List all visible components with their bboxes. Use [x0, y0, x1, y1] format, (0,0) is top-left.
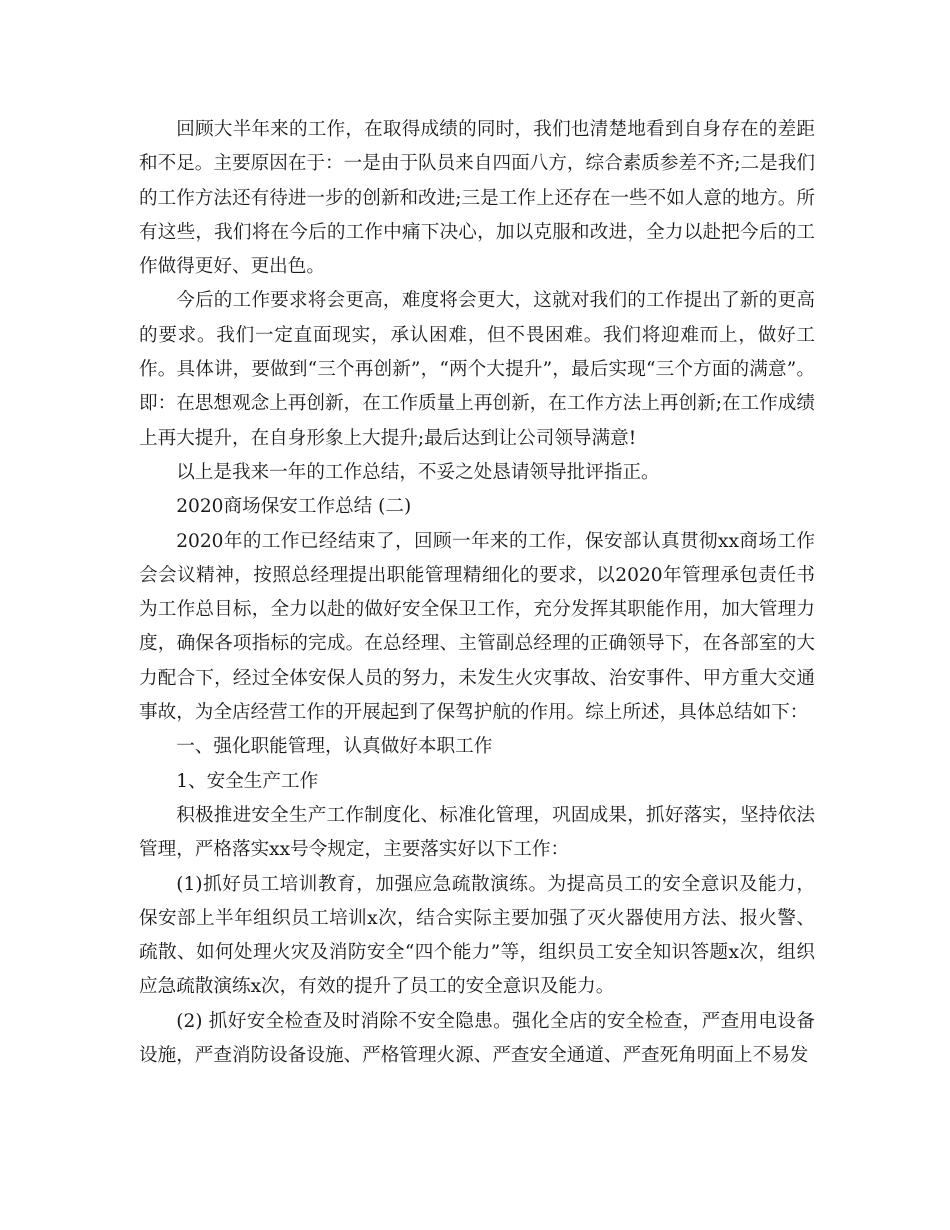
heading-level-2: 1、安全生产工作 — [176, 770, 319, 792]
heading-level-1: 一、强化职能管理，认真做好本职工作 — [176, 736, 493, 758]
paragraph-intro: 2020年的工作已经结束了，回顾一年来的工作，保安部认真贯彻xx商场工作会会议精神，按照总经理提出职能管理精细化的要求，以2020年管理承包责任书为工作总目标，全力以赴的做好安全保卫工作，充分发挥其职能作用，加大管理力度，确保各项指标的完成。在总经理、主管副总经理的正确领导下，在各部室的大力配合下，经过全体安保人员的努力，未发生火灾事故、治安事件、甲方重大交通事故，为全店经营工作的开展起到了保驾护航的作用。综上所述，具体总结如下： — [139, 530, 815, 724]
paragraph-closing: 以上是我来一年的工作总结，不妥之处恳请领导批评指正。 — [176, 461, 660, 483]
paragraph-item-1: (1)抓好员工培训教育，加强应急疏散演练。为提高员工的安全意识及能力，保安部上半年组织员工培训x次，结合实际主要加强了灭火器使用方法、报火警、疏散、如何处理火灾及消防安全“四个能力”等，组织员工安全知识答题x次，组织应急疏散演练x次，有效的提升了员工的安全意识及能力。 — [139, 873, 815, 998]
paragraph-review: 回顾大半年来的工作，在取得成绩的同时，我们也清楚地看到自身存在的差距和不足。主要原因在于：一是由于队员来自四面八方，综合素质参差不齐;二是我们的工作方法还有待进一步的创新和改进;三是工作上还存在一些不如人意的地方。所有这些，我们将在今后的工作中痛下决心，加以克服和改进，全力以赴把今后的工作做得更好、更出色。 — [139, 119, 815, 278]
document-body — [139, 113, 815, 1073]
paragraph-item-2: (2) 抓好安全检查及时消除不安全隐患。强化全店的安全检查，严查用电设备设施，严查消防设备设施、严格管理火源、严查安全通道、严查死角明面上不易发 — [139, 1010, 815, 1067]
section-title: 2020商场保安工作总结 (二) — [176, 496, 412, 518]
paragraph-safety-production: 积极推进安全生产工作制度化、标准化管理，巩固成果，抓好落实，坚持依法管理，严格落实xx号令规定，主要落实好以下工作： — [139, 804, 815, 861]
paragraph-future-requirements: 今后的工作要求将会更高，难度将会更大，这就对我们的工作提出了新的更高的要求。我们一定直面现实，承认困难，但不畏困难。我们将迎难而上，做好工作。具体讲，要做到“三个再创新”，“两个大提升”，最后实现“三个方面的满意”。即：在思想观念上再创新，在工作质量上再创新，在工作方法上再创新;在工作成绩上再大提升，在自身形象上大提升;最后达到让公司领导满意! — [139, 290, 815, 449]
